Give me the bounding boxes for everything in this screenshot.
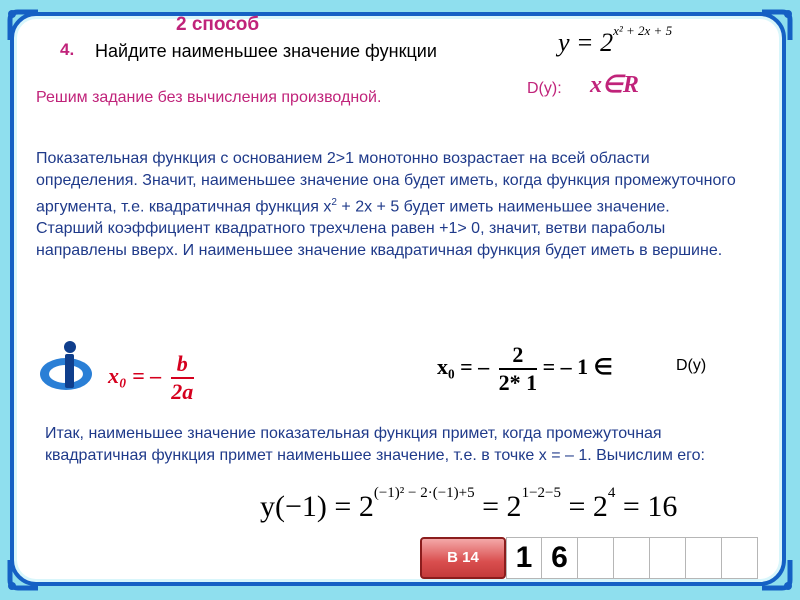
explanation-paragraph-2: Старший коэффициент квадратного трехчлена равен +1> 0, значит, ветви параболы направлены вверх. И наименьшее значение квадратичная функция будет иметь в вершине.	[36, 220, 723, 260]
domain-label: D(y):	[527, 80, 562, 97]
explanation-paragraph-1: Показательная функция с основанием 2>1 монотонно возрастает на всей области определения. Значит, наименьшее значение она будет иметь, когда функция промежуточного аргумента, т.е. квадратичная функция $х^2 + 2х + 5$ будет иметь наименьшее значение.	[36, 150, 736, 216]
corner-ornament	[756, 554, 796, 594]
answer-cell[interactable]	[614, 537, 650, 579]
task-number: 4.	[60, 40, 75, 59]
answer-grid	[420, 535, 758, 581]
answer-cell[interactable]	[578, 537, 614, 579]
vertex-domain: D(y)	[676, 357, 707, 374]
task-text: Найдите наименьшее значение функции	[95, 41, 437, 61]
answer-cell[interactable]	[686, 537, 722, 579]
conclusion-text: Итак, наименьшее значение показательная функция примет, когда промежуточная квадратичная функция примет наименьшее значение, т.е. в точке х = – 1. Вычислим его:	[45, 425, 705, 464]
corner-ornament	[4, 6, 44, 46]
corner-ornament	[4, 554, 44, 594]
answer-cell[interactable]	[650, 537, 686, 579]
vertex-calculation: x₀ = – $\frac{2}{2* 1}$ = – 1 ∈	[437, 342, 613, 395]
domain-value: x∈R	[590, 72, 639, 98]
corner-ornament	[756, 6, 796, 46]
method-title: 2 способ	[176, 14, 260, 35]
intro-text: Решим задание без вычисления производной.	[36, 89, 382, 106]
explanation	[36, 148, 736, 262]
answer-cell[interactable]: 6	[542, 537, 578, 579]
answer-label: В 14	[420, 537, 506, 579]
answer-cell[interactable]: 1	[506, 537, 542, 579]
vertex-formula: x₀ = – $\frac{b}{2a}$	[108, 351, 194, 404]
answer-cell[interactable]	[722, 537, 758, 579]
final-calculation: $y(-1) = 2^{(-1)^2 - 2\cdot(-1)+5} = 2^{1-2-5} = 2^4 = 16$	[260, 485, 678, 523]
function-formula: $y = 2^{x^2 + 2x + 5}$	[558, 23, 673, 57]
info-icon	[36, 340, 98, 394]
